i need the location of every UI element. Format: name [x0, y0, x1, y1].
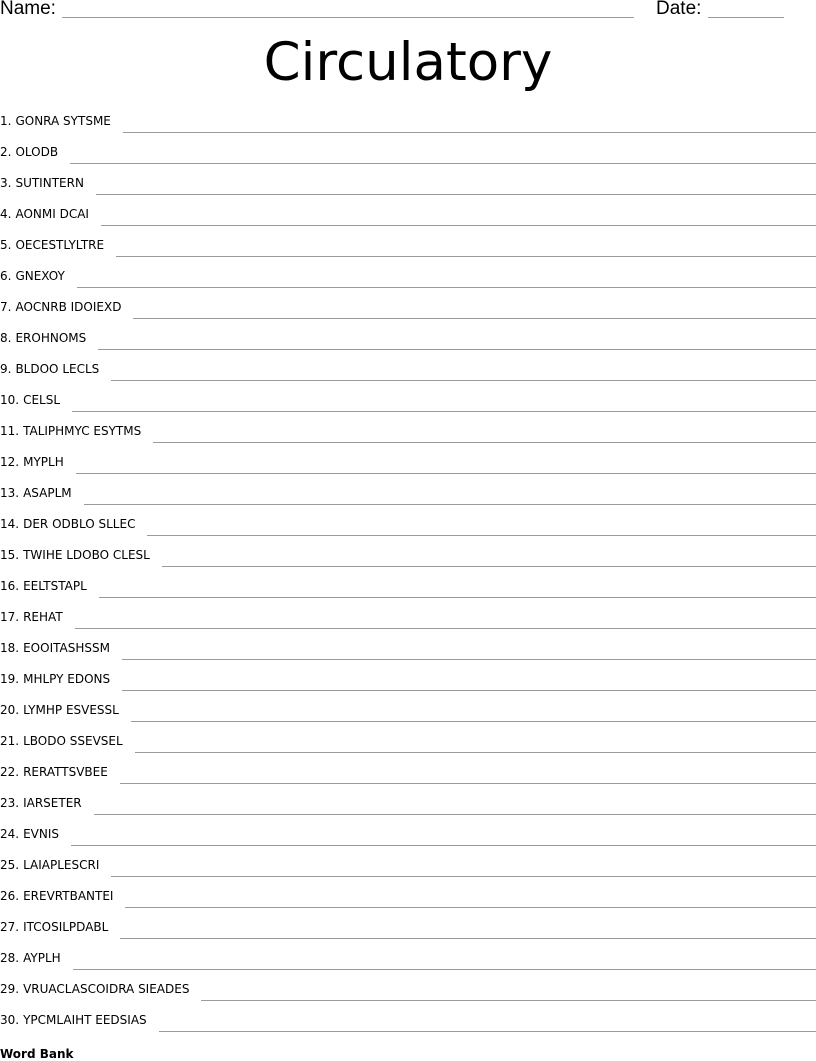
answer-line[interactable]	[71, 845, 816, 846]
scrambled-word: OLODB	[15, 145, 59, 159]
answer-line[interactable]	[133, 318, 816, 319]
item-number: 15.	[0, 548, 20, 562]
answer-line[interactable]	[131, 721, 816, 722]
answer-line[interactable]	[111, 380, 816, 381]
scrambled-word: EROHNOMS	[15, 331, 87, 345]
item-number: 3.	[0, 176, 12, 190]
scrambled-word: TALIPHMYC ESYTMS	[23, 424, 142, 438]
answer-line[interactable]	[72, 411, 816, 412]
scrambled-word: BLDOO LECLS	[15, 362, 100, 376]
answer-line[interactable]	[84, 504, 816, 505]
item-number: 9.	[0, 362, 12, 376]
answer-line[interactable]	[120, 938, 816, 939]
answer-line[interactable]	[116, 256, 816, 257]
scramble-item	[0, 291, 816, 322]
scramble-item	[0, 942, 816, 973]
answer-line[interactable]	[123, 132, 816, 133]
answer-line[interactable]	[70, 163, 816, 164]
item-number: 4.	[0, 207, 12, 221]
answer-line[interactable]	[111, 876, 816, 877]
scramble-item	[0, 818, 816, 849]
item-number: 25.	[0, 858, 20, 872]
scramble-item	[0, 260, 816, 291]
item-number: 22.	[0, 765, 20, 779]
item-number: 16.	[0, 579, 20, 593]
scrambled-word: MYPLH	[23, 455, 64, 469]
answer-line[interactable]	[76, 473, 816, 474]
answer-line[interactable]	[99, 597, 816, 598]
scramble-item	[0, 167, 816, 198]
answer-line[interactable]	[147, 535, 816, 536]
answer-line[interactable]	[122, 690, 816, 691]
scrambled-word: ITCOSILPDABL	[23, 920, 109, 934]
scramble-item	[0, 136, 816, 167]
scrambled-word: REHAT	[23, 610, 63, 624]
scramble-item	[0, 198, 816, 229]
scramble-item	[0, 539, 816, 570]
scramble-item	[0, 477, 816, 508]
item-number: 13.	[0, 486, 20, 500]
scramble-item	[0, 570, 816, 601]
scrambled-word: EVNIS	[23, 827, 60, 841]
answer-line[interactable]	[73, 969, 816, 970]
scrambled-word: DER ODBLO SLLEC	[23, 517, 136, 531]
answer-line[interactable]	[122, 659, 816, 660]
item-number: 19.	[0, 672, 20, 686]
scramble-item	[0, 849, 816, 880]
answer-line[interactable]	[101, 225, 816, 226]
date-label: Date:	[656, 0, 702, 19]
item-number: 24.	[0, 827, 20, 841]
scrambled-word: GNEXOY	[15, 269, 65, 283]
scrambled-word: CELSL	[23, 393, 61, 407]
scrambled-word: LBODO SSEVSEL	[23, 734, 123, 748]
scrambled-word: IARSETER	[23, 796, 82, 810]
scrambled-word: YPCMLAIHT EEDSIAS	[23, 1013, 147, 1027]
scrambled-word: VRUACLASCOIDRA SIEADES	[23, 982, 190, 996]
item-number: 21.	[0, 734, 20, 748]
scramble-item	[0, 508, 816, 539]
scrambled-word: EELTSTAPL	[23, 579, 87, 593]
item-number: 6.	[0, 269, 12, 283]
word-bank-title: Word Bank	[0, 1047, 74, 1061]
item-number: 28.	[0, 951, 20, 965]
item-number: 30.	[0, 1013, 20, 1027]
scramble-item	[0, 632, 816, 663]
scrambled-word: ASAPLM	[23, 486, 72, 500]
scramble-item	[0, 229, 816, 260]
scrambled-word: EREVRTBANTEI	[23, 889, 114, 903]
answer-line[interactable]	[153, 442, 816, 443]
item-number: 23.	[0, 796, 20, 810]
item-number: 12.	[0, 455, 20, 469]
scrambled-word: RERATTSVBEE	[23, 765, 108, 779]
item-number: 29.	[0, 982, 20, 996]
answer-line[interactable]	[135, 752, 816, 753]
answer-line[interactable]	[162, 566, 816, 567]
scrambled-word: SUTINTERN	[15, 176, 84, 190]
item-number: 20.	[0, 703, 20, 717]
scramble-item	[0, 353, 816, 384]
scrambled-word: OECESTLYLTRE	[15, 238, 105, 252]
scrambled-word: GONRA SYTSME	[15, 114, 111, 128]
scrambled-word: MHLPY EDONS	[23, 672, 111, 686]
item-number: 26.	[0, 889, 20, 903]
answer-line[interactable]	[120, 783, 816, 784]
worksheet-header	[0, 0, 816, 26]
scramble-item	[0, 694, 816, 725]
answer-line[interactable]	[201, 1000, 816, 1001]
worksheet-title: Circulatory	[263, 32, 553, 93]
item-number: 17.	[0, 610, 20, 624]
scramble-list	[0, 105, 816, 1035]
answer-line[interactable]	[77, 287, 816, 288]
scramble-item	[0, 384, 816, 415]
scramble-item	[0, 911, 816, 942]
scramble-item	[0, 756, 816, 787]
item-number: 8.	[0, 331, 12, 345]
item-number: 27.	[0, 920, 20, 934]
item-number: 5.	[0, 238, 12, 252]
scramble-item	[0, 880, 816, 911]
scramble-item	[0, 105, 816, 136]
scrambled-word: TWIHE LDOBO CLESL	[23, 548, 150, 562]
scrambled-word: LYMHP ESVESSL	[23, 703, 119, 717]
scramble-item	[0, 446, 816, 477]
date-field-line[interactable]	[708, 17, 784, 18]
scramble-item	[0, 1004, 816, 1035]
item-number: 2.	[0, 145, 12, 159]
scrambled-word: LAIAPLESCRI	[23, 858, 100, 872]
answer-line[interactable]	[125, 907, 816, 908]
answer-line[interactable]	[98, 349, 816, 350]
item-number: 1.	[0, 114, 12, 128]
scramble-item	[0, 787, 816, 818]
answer-line[interactable]	[75, 628, 816, 629]
answer-line[interactable]	[96, 194, 816, 195]
answer-line[interactable]	[94, 814, 816, 815]
item-number: 14.	[0, 517, 20, 531]
item-number: 18.	[0, 641, 20, 655]
scrambled-word: EOOITASHSSM	[23, 641, 110, 655]
scramble-item	[0, 973, 816, 1004]
item-number: 11.	[0, 424, 20, 438]
scramble-item	[0, 663, 816, 694]
scramble-item	[0, 322, 816, 353]
scrambled-word: AONMI DCAI	[15, 207, 89, 221]
answer-line[interactable]	[159, 1031, 816, 1032]
name-field-line[interactable]	[62, 17, 634, 18]
scrambled-word: AYPLH	[23, 951, 61, 965]
scramble-item	[0, 415, 816, 446]
scramble-item	[0, 601, 816, 632]
name-label: Name:	[0, 0, 56, 19]
scrambled-word: AOCNRB IDOIEXD	[15, 300, 122, 314]
scramble-item	[0, 725, 816, 756]
item-number: 7.	[0, 300, 12, 314]
item-number: 10.	[0, 393, 20, 407]
